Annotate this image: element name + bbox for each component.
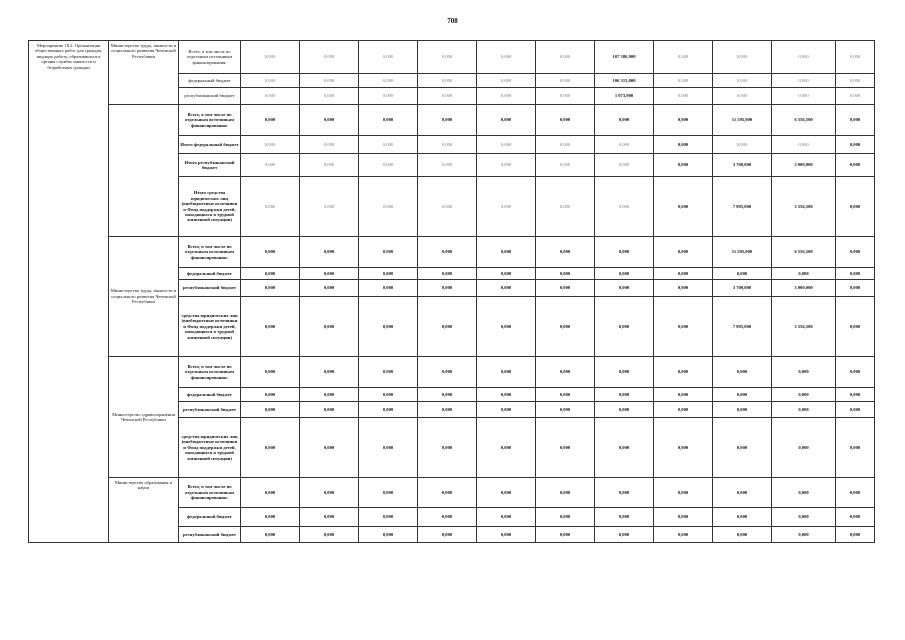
value-cell: 0,000: [477, 105, 536, 136]
value-cell: 0,000: [359, 74, 418, 88]
value-cell: 0,000: [359, 177, 418, 237]
value-cell: 0,000: [359, 357, 418, 388]
value-cell: 0,000: [654, 237, 713, 268]
value-cell: 0,000: [654, 268, 713, 280]
executor-cell: Министерство труда, занятости и социального развития Чеченской Республики: [109, 41, 179, 105]
funding-source-cell: Итого республиканский бюджет: [179, 154, 241, 177]
value-cell: 0,000: [536, 41, 595, 74]
value-cell: 0,000: [241, 297, 300, 357]
value-cell: 0,000: [241, 280, 300, 297]
value-cell: 0,000: [241, 527, 300, 543]
value-cell: 0,000: [418, 88, 477, 105]
value-cell: 0,000: [836, 280, 875, 297]
value-cell: 0,000: [654, 280, 713, 297]
value-cell: 0,000: [536, 388, 595, 402]
value-cell: 0,000: [418, 177, 477, 237]
value-cell: 0,000: [772, 357, 836, 388]
value-cell: 3 700,000: [713, 280, 772, 297]
value-cell: 0,000: [595, 154, 654, 177]
value-cell: 0,000: [772, 418, 836, 478]
value-cell: 3 000,000: [772, 154, 836, 177]
table-row: [29, 357, 875, 388]
value-cell: 0,000: [359, 136, 418, 154]
value-cell: 0,000: [654, 88, 713, 105]
value-cell: 0,000: [654, 418, 713, 478]
value-cell: 0,000: [713, 41, 772, 74]
value-cell: 0,000: [595, 388, 654, 402]
funding-source-cell: средства юридических лиц (внебюджетные источники и Фонд поддержки детей, находящихся в трудной жизненной ситуации): [179, 418, 241, 478]
value-cell: 0,000: [359, 388, 418, 402]
value-cell: 0,000: [241, 74, 300, 88]
funding-source-cell: республиканский бюджет: [179, 280, 241, 297]
value-cell: 0,000: [836, 41, 875, 74]
value-cell: 0,000: [241, 418, 300, 478]
value-cell: 7 895,000: [713, 177, 772, 237]
value-cell: 0,000: [359, 268, 418, 280]
value-cell: 0,000: [654, 357, 713, 388]
value-cell: 0,000: [595, 280, 654, 297]
value-cell: 0,000: [595, 268, 654, 280]
value-cell: 0,000: [300, 268, 359, 280]
value-cell: 0,000: [300, 88, 359, 105]
value-cell: 0,000: [477, 402, 536, 418]
value-cell: 0,000: [418, 402, 477, 418]
value-cell: 0,000: [595, 297, 654, 357]
value-cell: 0,000: [300, 527, 359, 543]
value-cell: 0,000: [300, 136, 359, 154]
value-cell: 0,000: [654, 297, 713, 357]
table-row: [29, 237, 875, 268]
value-cell: 0,000: [536, 136, 595, 154]
value-cell: 0,000: [477, 41, 536, 74]
value-cell: 0,000: [654, 402, 713, 418]
funding-source-cell: республиканский бюджет: [179, 402, 241, 418]
value-cell: 0,000: [595, 136, 654, 154]
value-cell: 0,000: [418, 357, 477, 388]
value-cell: 0,000: [536, 88, 595, 105]
table-row: [29, 41, 875, 74]
value-cell: 0,000: [836, 508, 875, 527]
value-cell: 0,000: [654, 508, 713, 527]
value-cell: 0,000: [300, 402, 359, 418]
value-cell: 0,000: [477, 418, 536, 478]
value-cell: 0,000: [418, 136, 477, 154]
value-cell: 0,000: [359, 237, 418, 268]
value-cell: 0,000: [300, 237, 359, 268]
value-cell: 0,000: [654, 154, 713, 177]
value-cell: 0,000: [836, 268, 875, 280]
value-cell: 0,000: [654, 136, 713, 154]
value-cell: 0,000: [536, 478, 595, 508]
executor-cell: Министерство труда, занятости и социального развития Чеченской Республики: [109, 237, 179, 357]
value-cell: 0,000: [359, 418, 418, 478]
value-cell: 0,000: [241, 402, 300, 418]
value-cell: 0,000: [713, 527, 772, 543]
value-cell: 0,000: [836, 74, 875, 88]
value-cell: 3 700,000: [713, 154, 772, 177]
value-cell: 0,000: [241, 478, 300, 508]
value-cell: 0,000: [536, 418, 595, 478]
value-cell: 0,000: [300, 280, 359, 297]
value-cell: 0,000: [359, 478, 418, 508]
value-cell: 0,000: [477, 268, 536, 280]
value-cell: 0,000: [477, 177, 536, 237]
value-cell: 0,000: [241, 154, 300, 177]
value-cell: 0,000: [418, 527, 477, 543]
value-cell: 0,000: [772, 478, 836, 508]
value-cell: 0,000: [536, 105, 595, 136]
value-cell: 0,000: [477, 527, 536, 543]
value-cell: 0,000: [359, 88, 418, 105]
value-cell: 0,000: [359, 154, 418, 177]
value-cell: 0,000: [654, 388, 713, 402]
value-cell: 0,000: [836, 154, 875, 177]
value-cell: 0,000: [477, 388, 536, 402]
value-cell: 0,000: [772, 74, 836, 88]
value-cell: 0,000: [300, 478, 359, 508]
value-cell: 0,000: [536, 297, 595, 357]
value-cell: 0,000: [772, 508, 836, 527]
funding-table: [28, 40, 875, 543]
value-cell: 0,000: [595, 527, 654, 543]
value-cell: 0,000: [772, 402, 836, 418]
funding-source-cell: Всего, в том числе по отдельным источникам финансирования:: [179, 237, 241, 268]
value-cell: 0,000: [713, 136, 772, 154]
value-cell: 0,000: [359, 105, 418, 136]
value-cell: 0,000: [241, 136, 300, 154]
value-cell: 0,000: [477, 297, 536, 357]
value-cell: 0,000: [241, 105, 300, 136]
value-cell: 0,000: [713, 268, 772, 280]
value-cell: 0,000: [477, 237, 536, 268]
value-cell: 0,000: [418, 41, 477, 74]
page-number: 708: [447, 17, 458, 25]
value-cell: 0,000: [595, 402, 654, 418]
value-cell: 0,000: [713, 418, 772, 478]
value-cell: 0,000: [418, 154, 477, 177]
value-cell: 0,000: [536, 154, 595, 177]
value-cell: 0,000: [536, 402, 595, 418]
value-cell: 0,000: [300, 357, 359, 388]
value-cell: 0,000: [836, 478, 875, 508]
value-cell: 0,000: [359, 297, 418, 357]
value-cell: 0,000: [595, 418, 654, 478]
funding-source-cell: Итого федеральный бюджет: [179, 136, 241, 154]
value-cell: 0,000: [418, 418, 477, 478]
funding-source-cell: Всего, в том числе по отдельным источникам финансирования:: [179, 105, 241, 136]
value-cell: 0,000: [836, 237, 875, 268]
funding-table-body: [29, 41, 875, 543]
value-cell: 0,000: [595, 478, 654, 508]
value-cell: 0,000: [477, 478, 536, 508]
value-cell: 0,000: [654, 478, 713, 508]
value-cell: 0,000: [713, 402, 772, 418]
value-cell: 0,000: [300, 105, 359, 136]
value-cell: 0,000: [536, 74, 595, 88]
value-cell: 0,000: [654, 527, 713, 543]
value-cell: 0,000: [300, 508, 359, 527]
value-cell: 0,000: [713, 388, 772, 402]
value-cell: 3 556,500: [772, 297, 836, 357]
value-cell: 107 386,900: [595, 41, 654, 74]
funding-source-cell: средства юридических лиц (внебюджетные источники и Фонд поддержки детей, находящихся в трудной жизненной ситуации): [179, 297, 241, 357]
value-cell: 6 556,500: [772, 237, 836, 268]
value-cell: 0,000: [595, 237, 654, 268]
value-cell: 0,000: [477, 88, 536, 105]
value-cell: 0,000: [418, 280, 477, 297]
value-cell: 0,000: [241, 177, 300, 237]
value-cell: 0,000: [836, 388, 875, 402]
value-cell: 0,000: [241, 41, 300, 74]
value-cell: 0,000: [300, 297, 359, 357]
value-cell: 0,000: [359, 41, 418, 74]
value-cell: 0,000: [595, 177, 654, 237]
value-cell: 0,000: [836, 418, 875, 478]
value-cell: 0,000: [477, 74, 536, 88]
value-cell: 0,000: [654, 74, 713, 88]
funding-source-cell: Всего, в том числе по отдельным источникам финансирования:: [179, 357, 241, 388]
value-cell: 0,000: [713, 357, 772, 388]
executor-cell: [109, 105, 179, 237]
value-cell: 0,000: [477, 280, 536, 297]
value-cell: 0,000: [300, 41, 359, 74]
value-cell: 0,000: [836, 402, 875, 418]
value-cell: 3 556,500: [772, 177, 836, 237]
value-cell: 0,000: [713, 508, 772, 527]
funding-source-cell: республиканский бюджет: [179, 88, 241, 105]
value-cell: 0,000: [772, 527, 836, 543]
funding-source-cell: федеральный бюджет: [179, 388, 241, 402]
value-cell: 7 895,000: [713, 297, 772, 357]
value-cell: 0,000: [477, 357, 536, 388]
value-cell: 0,000: [713, 478, 772, 508]
value-cell: 1 073,900: [595, 88, 654, 105]
measure-cell: Мероприятие 18.2. Организация общественных работ для граждан, ищущих работу, обратившихся в органы службы занятости и безработных граждан: [29, 41, 109, 543]
value-cell: 0,000: [241, 508, 300, 527]
value-cell: 0,000: [418, 388, 477, 402]
value-cell: 0,000: [418, 105, 477, 136]
value-cell: 0,000: [359, 527, 418, 543]
funding-source-cell: Всего, в том числе по отдельным источникам финансирования:: [179, 41, 241, 74]
value-cell: 0,000: [418, 237, 477, 268]
value-cell: 0,000: [713, 74, 772, 88]
value-cell: 0,000: [713, 88, 772, 105]
value-cell: 0,000: [241, 357, 300, 388]
funding-source-cell: федеральный бюджет: [179, 508, 241, 527]
table-row: [29, 478, 875, 508]
value-cell: 0,000: [359, 402, 418, 418]
value-cell: 11 595,000: [713, 105, 772, 136]
value-cell: 0,000: [241, 88, 300, 105]
value-cell: 0,000: [477, 154, 536, 177]
funding-source-cell: федеральный бюджет: [179, 74, 241, 88]
value-cell: 0,000: [241, 237, 300, 268]
value-cell: 0,000: [772, 136, 836, 154]
value-cell: 0,000: [836, 136, 875, 154]
value-cell: 0,000: [418, 478, 477, 508]
value-cell: 0,000: [772, 388, 836, 402]
value-cell: 3 000,000: [772, 280, 836, 297]
value-cell: 0,000: [418, 268, 477, 280]
value-cell: 0,000: [836, 297, 875, 357]
value-cell: 0,000: [654, 177, 713, 237]
value-cell: 0,000: [772, 88, 836, 105]
value-cell: 0,000: [595, 357, 654, 388]
value-cell: 0,000: [836, 105, 875, 136]
value-cell: 0,000: [536, 177, 595, 237]
value-cell: 0,000: [536, 268, 595, 280]
value-cell: 0,000: [836, 88, 875, 105]
value-cell: 0,000: [300, 418, 359, 478]
value-cell: 0,000: [536, 527, 595, 543]
value-cell: 0,000: [418, 297, 477, 357]
executor-cell: Министерство образования и науки: [109, 478, 179, 543]
funding-source-cell: Итого средства юридических лиц (внебюджетные источники и Фонд поддержки детей, находящихся в трудной жизненной ситуации): [179, 177, 241, 237]
value-cell: 106 313,000: [595, 74, 654, 88]
value-cell: 0,000: [772, 268, 836, 280]
value-cell: 0,000: [477, 136, 536, 154]
value-cell: 0,000: [654, 41, 713, 74]
executor-cell: Министерство здравоохранения Чеченской Республики: [109, 357, 179, 478]
value-cell: 0,000: [241, 268, 300, 280]
value-cell: 0,000: [772, 41, 836, 74]
value-cell: 0,000: [477, 508, 536, 527]
value-cell: 0,000: [359, 280, 418, 297]
funding-source-cell: Всего, в том числе по отдельным источникам финансирования:: [179, 478, 241, 508]
value-cell: 0,000: [418, 508, 477, 527]
value-cell: 0,000: [536, 237, 595, 268]
value-cell: 0,000: [654, 105, 713, 136]
value-cell: 0,000: [836, 357, 875, 388]
value-cell: 6 556,500: [772, 105, 836, 136]
table-row: [29, 105, 875, 136]
funding-source-cell: республиканский бюджет: [179, 527, 241, 543]
value-cell: 0,000: [836, 177, 875, 237]
value-cell: 0,000: [595, 105, 654, 136]
value-cell: 0,000: [300, 177, 359, 237]
value-cell: 11 595,000: [713, 237, 772, 268]
value-cell: 0,000: [536, 357, 595, 388]
value-cell: 0,000: [300, 154, 359, 177]
value-cell: 0,000: [536, 280, 595, 297]
value-cell: 0,000: [300, 74, 359, 88]
value-cell: 0,000: [836, 527, 875, 543]
value-cell: 0,000: [418, 74, 477, 88]
funding-source-cell: федеральный бюджет: [179, 268, 241, 280]
value-cell: 0,000: [359, 508, 418, 527]
value-cell: 0,000: [595, 508, 654, 527]
value-cell: 0,000: [300, 388, 359, 402]
value-cell: 0,000: [536, 508, 595, 527]
value-cell: 0,000: [241, 388, 300, 402]
